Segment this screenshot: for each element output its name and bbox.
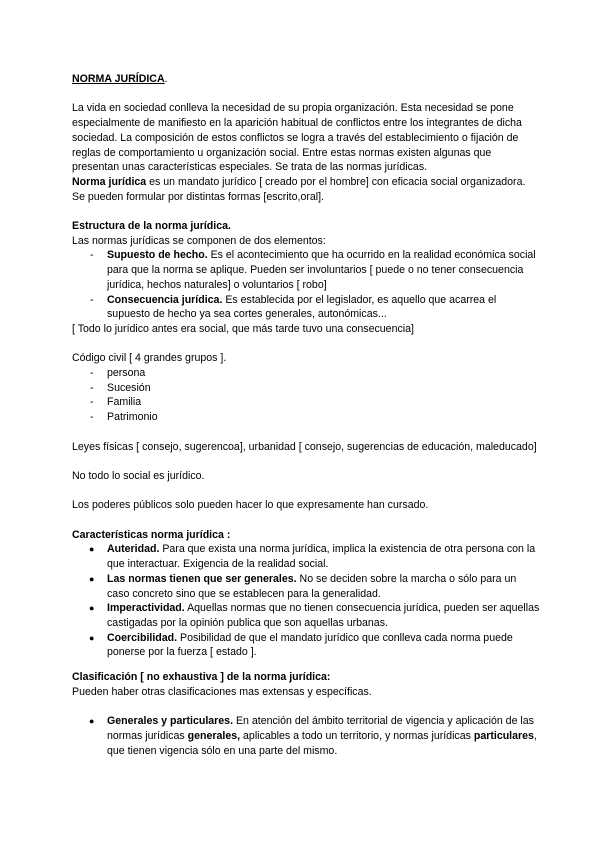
leyes-paragraph: Leyes físicas [ consejo, sugerencoa], urbanidad [ consejo, sugerencias de educación, maleducado] — [72, 440, 537, 453]
page-title — [72, 72, 540, 87]
list-item-term: Supuesto de hecho. — [107, 249, 208, 262]
list-item-text: Es el acontecimiento que ha ocurrido en la realidad económica social para que la norma se aplique. Pueden ser involuntarios [ puede o no tener consecuencia jurídica, hechos naturales] o voluntarios [ robo] — [107, 249, 536, 291]
list-item: - Sucesión — [72, 381, 540, 396]
list-item — [72, 293, 540, 322]
list-item-term: Generales y particulares. — [107, 715, 234, 728]
codigo-intro: Código civil [ 4 grandes grupos ]. — [72, 352, 227, 365]
codigo-list — [72, 366, 540, 425]
list-item — [72, 248, 540, 292]
estructura-intro: Las normas jurídicas se componen de dos elementos: — [72, 234, 326, 247]
list-item-text: Es establecida por el legislador, es aquello que acarrea el supuesto de hecho ya sea cortes generales, autonómicas... — [107, 293, 497, 321]
intro-paragraph: La vida en sociedad conlleva la necesidad de su propia organización. Esta necesidad se pone especialmente de manifiesto en la aparición habitual de conflictos entre los integrantes de dicha sociedad. La composición de estos conflictos se logra a través del establecimiento o fijación de reglas de comportamiento u organización social. Entre estas normas existen algunas que presentan unas características especiales. Se trata de las normas jurídicas. — [72, 102, 522, 174]
clasificacion-intro: Pueden haber otras clasificaciones mas extensas y específicas. — [72, 685, 372, 698]
title-text: NORMA JURÍDICA — [72, 73, 165, 85]
list-item-bold: particulares — [473, 729, 534, 742]
caracteristicas-list — [72, 542, 540, 660]
title-suffix: . — [164, 73, 168, 85]
caracteristicas-heading: Características norma jurídica : — [72, 528, 231, 541]
list-item-text: Aquellas normas que no tienen consecuencia jurídica, pueden ser aquellas castigadas por la opinión publica que son aquellas urbanas. — [107, 602, 540, 629]
list-item — [72, 601, 540, 630]
list-item — [72, 572, 540, 601]
list-item-term: Coercibilidad. — [107, 631, 178, 644]
list-item — [72, 631, 540, 660]
list-item: - persona — [72, 366, 540, 381]
list-item-bold: generales, — [187, 729, 241, 742]
list-item — [72, 714, 540, 758]
list-item: - Familia — [72, 395, 540, 410]
estructura-note: [ Todo lo jurídico antes era social, que más tarde tuvo una consecuencia] — [72, 322, 414, 335]
list-item-term: Las normas tienen que ser generales. — [107, 572, 297, 585]
definition-paragraph — [72, 175, 540, 204]
list-item — [72, 542, 540, 571]
clasificacion-heading: Clasificación [ no exhaustiva ] de la norma jurídica: — [72, 671, 331, 684]
list-item-text: aplicables a todo un territorio, y normas jurídicas — [240, 729, 474, 742]
list-item-text: En atención del ámbito territorial de vigencia y aplicación de las normas jurídicas — [107, 715, 534, 742]
list-item-text: Posibilidad de que el mandato jurídico que conlleva cada norma puede ponerse por la fuerza [ estado ]. — [107, 631, 513, 659]
list-item-text: No se deciden sobre la marcha o sólo para un caso concreto sino que se establecen para la generalidad. — [107, 572, 517, 600]
list-item: - Patrimonio — [72, 410, 540, 425]
list-item-term: Imperactividad. — [107, 602, 185, 615]
list-item-text: , que tienen vigencia sólo en una parte del mismo. — [107, 729, 537, 757]
clasificacion-list — [72, 714, 540, 758]
list-item-term: Consecuencia jurídica. — [107, 293, 223, 306]
list-item-term: Auteridad. — [107, 543, 160, 556]
estructura-heading: Estructura de la norma jurídica. — [72, 220, 231, 232]
definition-term: Norma jurídica — [72, 175, 147, 188]
estructura-list — [72, 248, 540, 322]
list-item-text: Para que exista una norma jurídica, implica la existencia de otra persona con la que interactuar. Exigencia de la realidad social. — [107, 543, 536, 571]
definition-text: es un mandato jurídico [ creado por el hombre] con eficacia social organizadora. Se pueden formular por distintas formas [escrito,oral]. — [72, 175, 526, 203]
no-todo-paragraph: No todo lo social es jurídico. — [72, 469, 205, 482]
poderes-paragraph: Los poderes públicos solo pueden hacer lo que expresamente han cursado. — [72, 499, 429, 512]
